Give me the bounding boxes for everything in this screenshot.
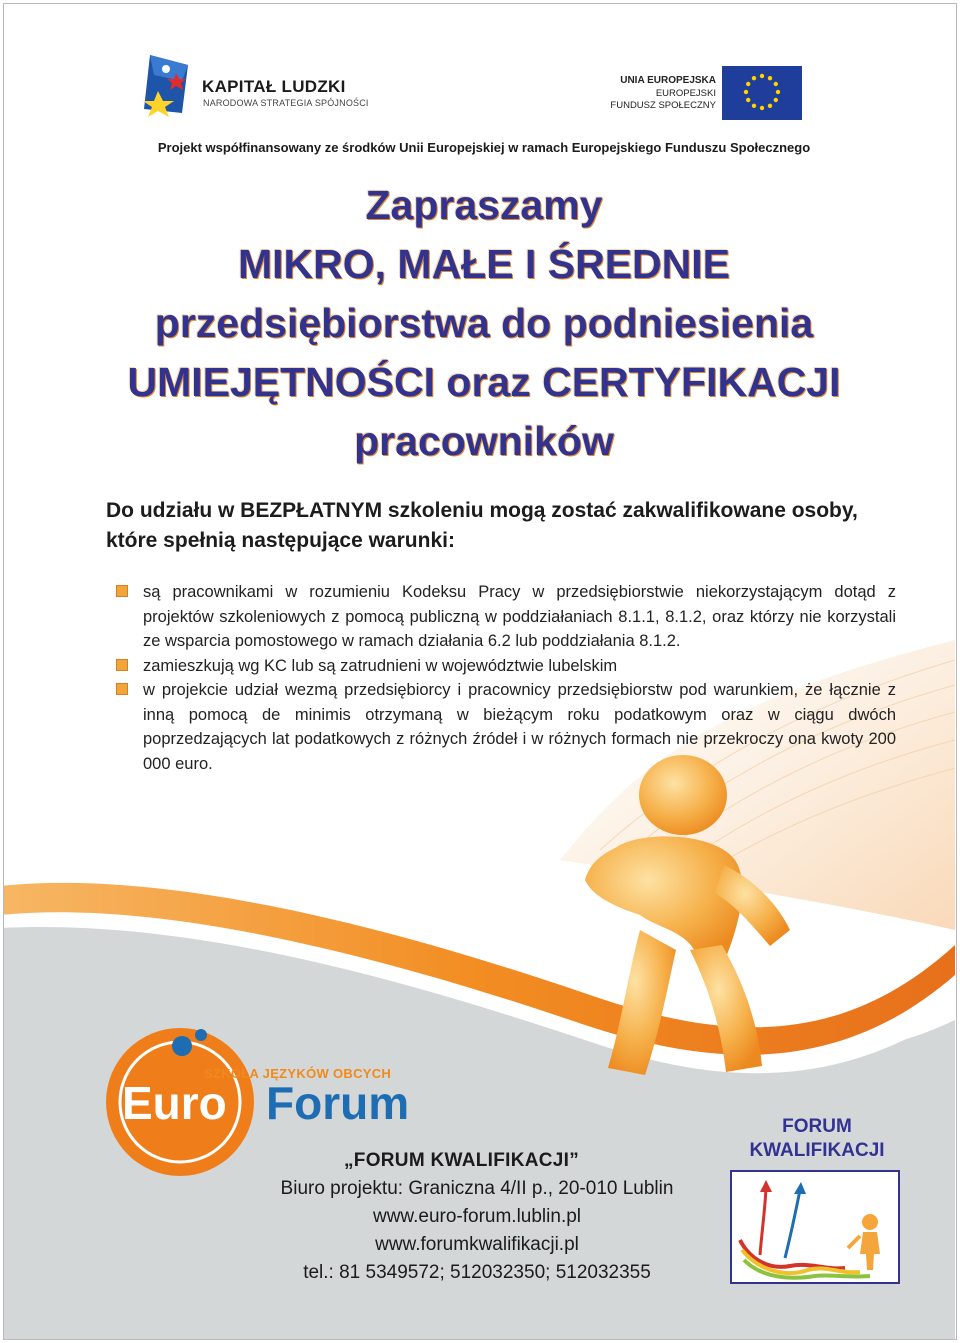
project-office: Biuro projektu: Graniczna 4/II p., 20-010 Lublin xyxy=(280,1178,674,1199)
bullet-square-icon xyxy=(116,585,128,597)
project-name: „FORUM KWALIFIKACJI” xyxy=(344,1150,580,1171)
headline-line2: MIKRO, MAŁE I ŚREDNIE xyxy=(237,241,731,287)
headline-line4: UMIEJĘTNOŚCI oraz CERTYFIKACJI xyxy=(127,359,841,405)
headline-line1: Zapraszamy xyxy=(365,182,603,228)
headline-line3: przedsiębiorstwa do podniesienia xyxy=(154,300,814,346)
eu-label-line1: UNIA EUROPEJSKA xyxy=(620,75,716,86)
cofinancing-note: Projekt współfinansowany ze środków Unii Europejskiej w ramach Europejskiego Funduszu Społecznego xyxy=(157,140,811,155)
euroforum-forum-text: Forum xyxy=(266,1077,410,1129)
euroforum-subtitle: SZKOŁA JĘZYKÓW OBCYCH xyxy=(204,1066,392,1081)
poster xyxy=(3,3,957,1340)
list-item xyxy=(116,654,896,679)
condition-text: zamieszkują wg KC lub są zatrudnieni w województwie lubelskim xyxy=(143,656,618,675)
eu-label-line3: FUNDUSZ SPOŁECZNY xyxy=(610,100,716,111)
phone-numbers: tel.: 81 5349572; 512032350; 512032355 xyxy=(303,1262,651,1283)
kapital-ludzki-subtitle: NARODOWA STRATEGIA SPÓJNOŚCI xyxy=(203,98,369,108)
eu-label-line2: EUROPEJSKI xyxy=(655,88,716,99)
bullet-square-icon xyxy=(116,659,128,671)
kapital-ludzki-logo xyxy=(136,51,200,123)
euroforum-euro-text: Euro xyxy=(122,1077,227,1129)
intro-text: Do udziału w BEZPŁATNYM szkoleniu mogą zostać zakwalifikowane osoby, które spełnią następujące warunki: xyxy=(106,499,858,552)
list-item xyxy=(116,678,896,776)
list-item xyxy=(116,580,896,654)
website-euroforum: www.euro-forum.lublin.pl xyxy=(372,1206,582,1227)
fk-logo-line1: FORUM xyxy=(782,1116,852,1137)
eu-flag-icon xyxy=(722,66,802,120)
bullet-square-icon xyxy=(116,683,128,695)
conditions-list xyxy=(116,580,896,776)
kapital-ludzki-title: KAPITAŁ LUDZKI xyxy=(202,77,346,96)
headline-line5: pracowników xyxy=(354,418,614,464)
website-forumkwalifikacji: www.forumkwalifikacji.pl xyxy=(375,1234,579,1255)
condition-text: w projekcie udział wezmą przedsiębiorcy i pracownicy przedsiębiorstw pod warunkiem, że łącznie z inną pomocą de minimis otrzymaną w bieżącym roku podatkowym oraz w ciągu dwóch poprzedzających lat podatkowych z różnych źródeł i w różnych formach nie przekroczy ona kwoty 200 000 euro. xyxy=(143,681,896,773)
fk-logo-graphic xyxy=(730,1170,900,1284)
condition-text: są pracownikami w rozumieniu Kodeksu Pracy w przedsiębiorstwie niekorzystającym dotąd z projektów szkoleniowych z pomocą publiczną w poddziałaniach 8.1.1, 8.1.2, oraz którzy nie korzystali ze wsparcia pomostowego w ramach działania 6.2 lub poddziałania 8.1.2. xyxy=(143,583,896,650)
fk-logo-line2: KWALIFIKACJI xyxy=(749,1140,885,1161)
